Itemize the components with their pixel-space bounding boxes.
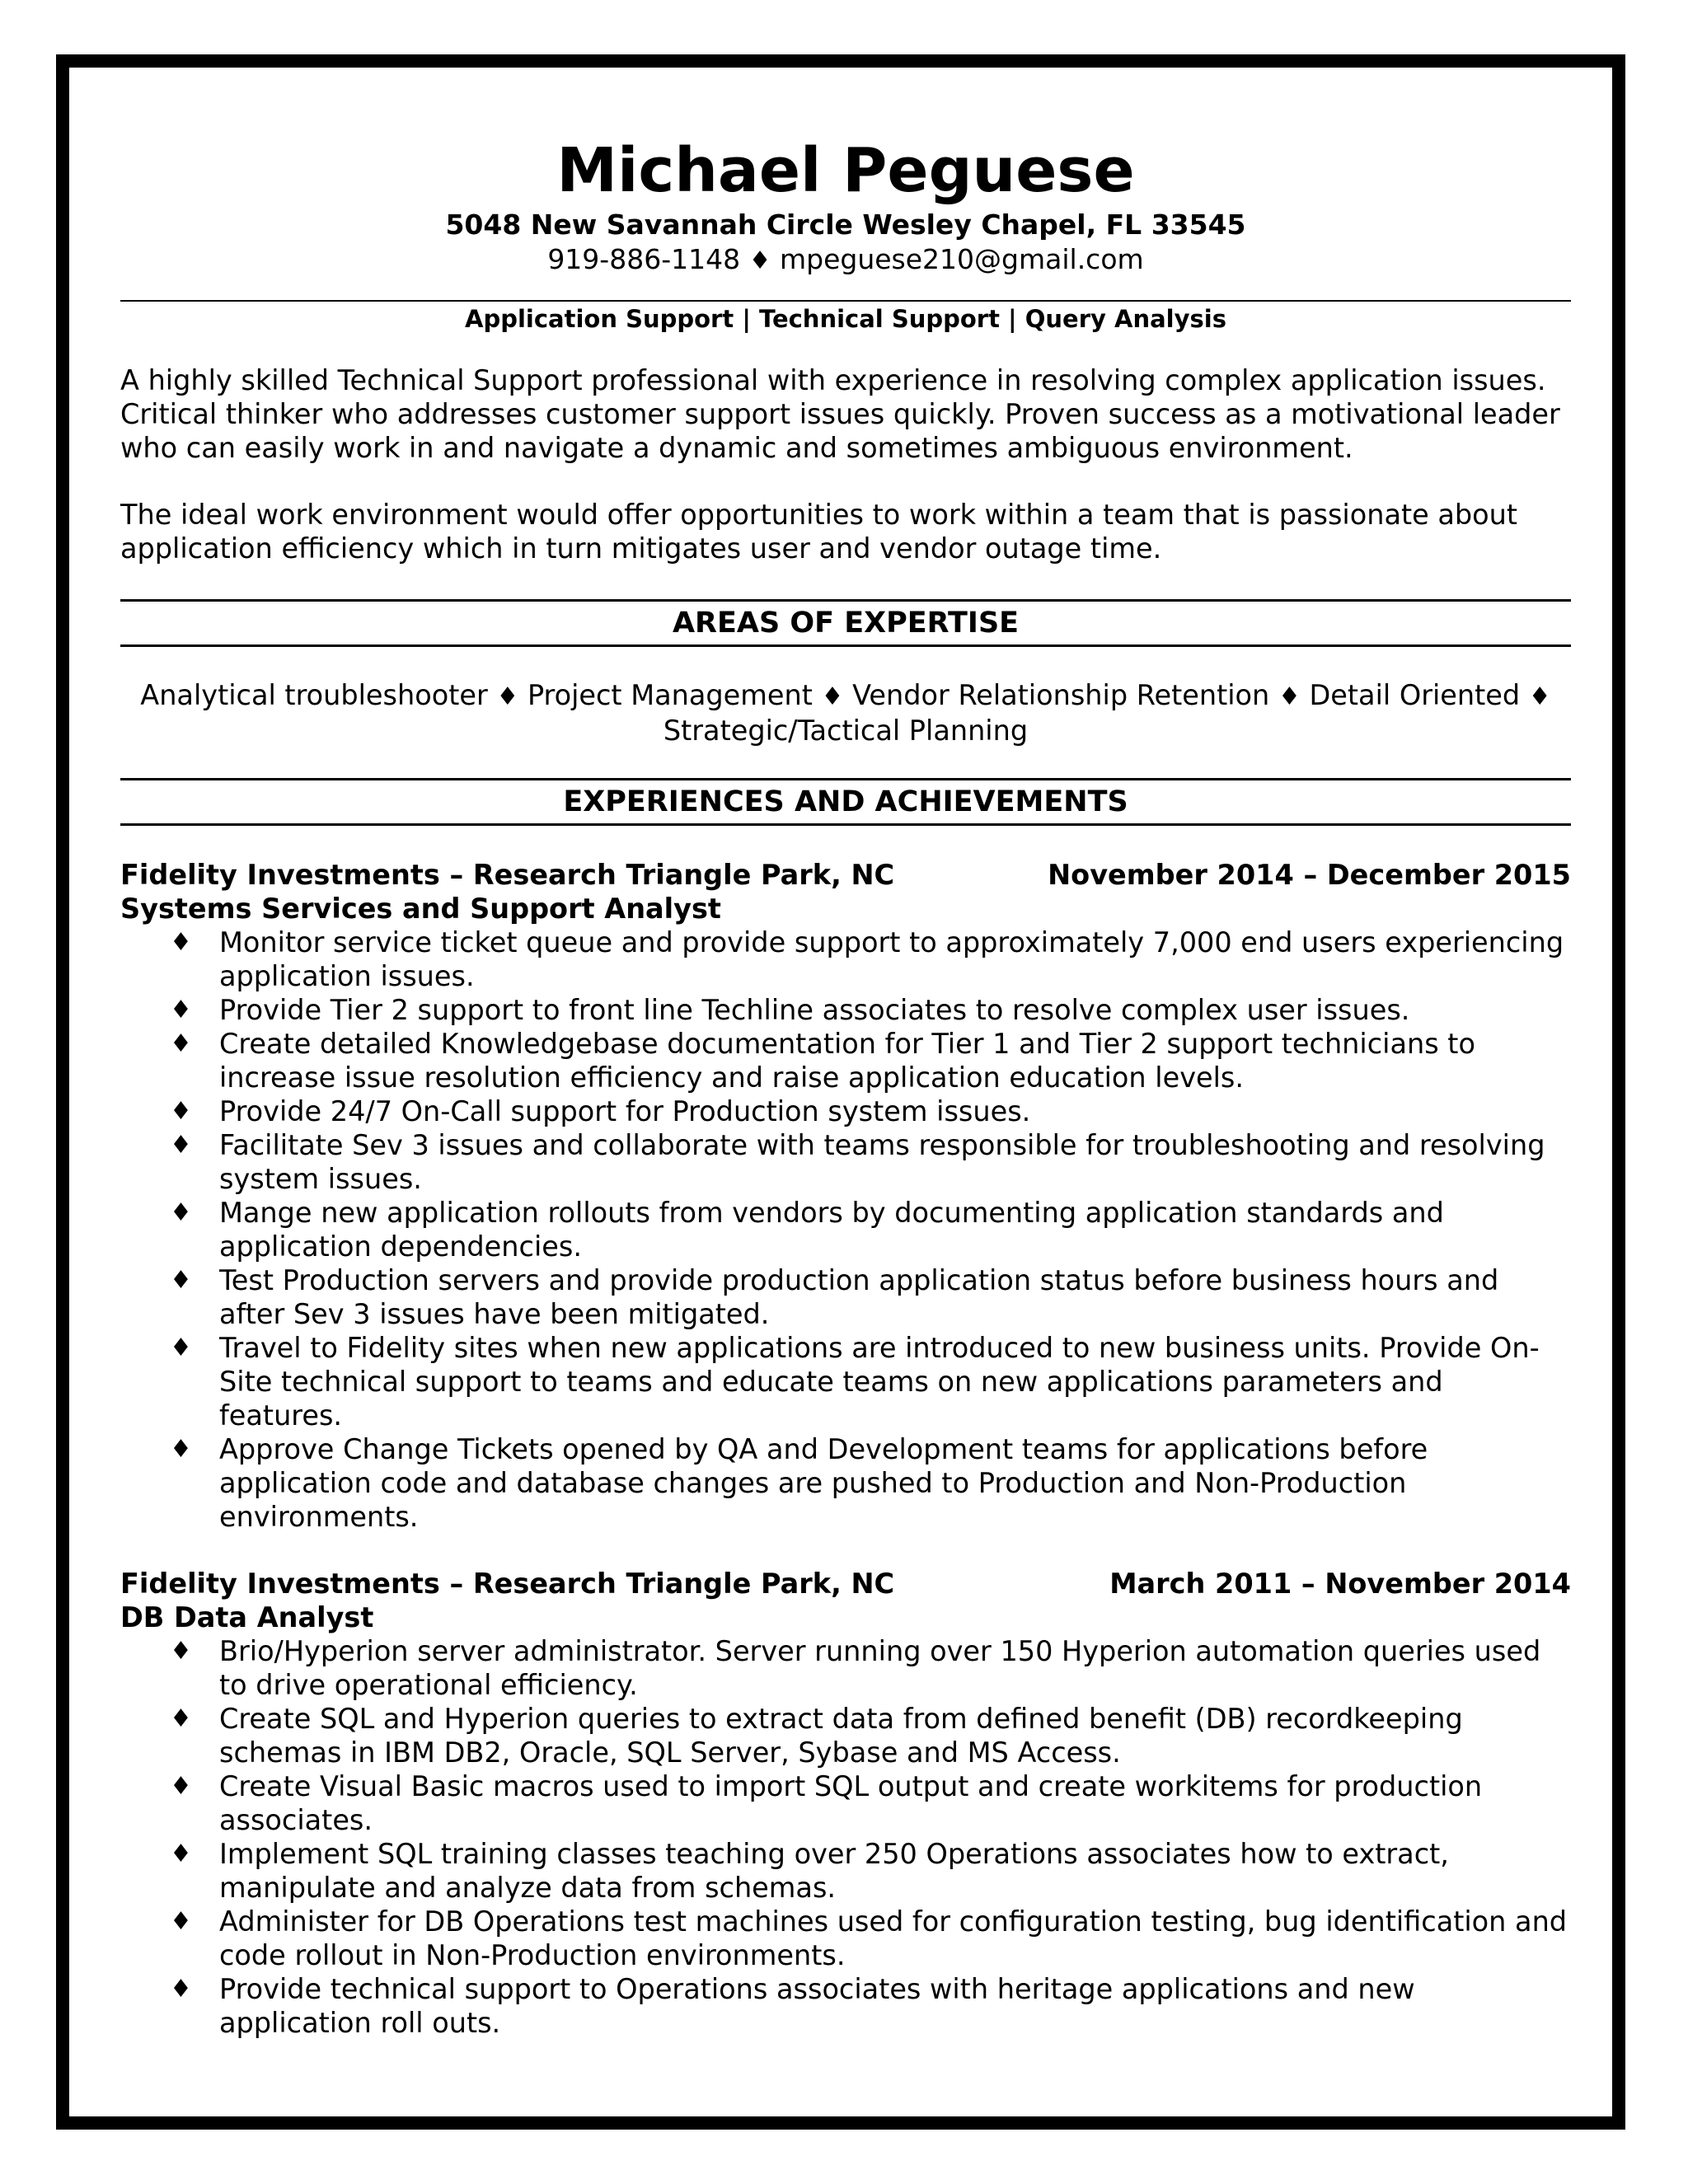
diamond-icon: ♦	[170, 996, 192, 1024]
list-item: ♦ Facilitate Sev 3 issues and collaborate with teams responsible for troubleshooting and resolving system issues.	[170, 1129, 1545, 1195]
list-item: ♦ Implement SQL training classes teaching over 250 Operations associates how to extract, manipulate and analyze data from schemas.	[170, 1838, 1449, 1904]
job-dates: March 2011 – November 2014	[1109, 1568, 1571, 1600]
diamond-icon: ♦	[170, 1333, 192, 1362]
diamond-icon: ♦	[170, 1840, 192, 1868]
expertise-item: Analytical troubleshooter	[140, 679, 488, 711]
list-item: ♦ Test Production servers and provide production application status before business hours and after Sev 3 issues have been mitigated.	[170, 1264, 1499, 1330]
list-item: ♦ Travel to Fidelity sites when new applications are introduced to new business units. Provide On-Site technical support to teams and educate teams on new applications parameters and features.	[170, 1332, 1540, 1432]
diamond-icon: ♦	[170, 1131, 192, 1160]
experience-heading: EXPERIENCES AND ACHIEVEMENTS	[563, 785, 1128, 818]
divider	[120, 300, 1571, 302]
diamond-icon: ♦	[170, 1975, 192, 2004]
divider	[120, 823, 1571, 826]
diamond-icon: ♦	[170, 1266, 192, 1295]
job-title: Systems Services and Support Analyst	[120, 893, 721, 925]
list-item: ♦ Create detailed Knowledgebase documentation for Tier 1 and Tier 2 support technicians to increase issue resolution efficiency and raise application education levels.	[170, 1028, 1475, 1094]
list-item: ♦ Administer for DB Operations test machines used for configuration testing, bug identification and code rollout in Non-Production environments.	[170, 1905, 1568, 1971]
job-company: Fidelity Investments – Research Triangle Park, NC	[120, 1568, 895, 1600]
job-dates: November 2014 – December 2015	[1048, 859, 1571, 891]
job-bullets	[120, 926, 1571, 1534]
diamond-icon: ♦	[170, 1097, 192, 1126]
email: mpeguese210@gmail.com	[780, 243, 1144, 275]
contact-line	[120, 242, 1571, 279]
diamond-icon: ♦	[170, 928, 192, 957]
phone: 919-886-1148	[547, 243, 741, 275]
divider	[120, 599, 1571, 602]
list-item: ♦ Monitor service ticket queue and provide support to approximately 7,000 end users experiencing application issues.	[170, 926, 1564, 992]
expertise-item: Project Management	[527, 679, 813, 711]
diamond-icon: ♦	[748, 246, 771, 275]
expertise-item: Detail Oriented	[1309, 679, 1521, 711]
diamond-icon: ♦	[821, 682, 844, 711]
address: 5048 New Savannah Circle Wesley Chapel, FL 33545	[445, 209, 1246, 241]
list-item: ♦ Create Visual Basic macros used to import SQL output and create workitems for production associates.	[170, 1770, 1483, 1836]
expertise-item: Vendor Relationship Retention	[852, 679, 1270, 711]
list-item: ♦ Create SQL and Hyperion queries to extract data from defined benefit (DB) recordkeeping schemas in IBM DB2, Oracle, SQL Server, Sybase and MS Access.	[170, 1703, 1463, 1769]
divider	[120, 778, 1571, 780]
diamond-icon: ♦	[170, 1029, 192, 1058]
expertise-heading: AREAS OF EXPERTISE	[672, 607, 1020, 640]
list-item: ♦ Brio/Hyperion server administrator. Server running over 150 Hyperion automation queries used to drive operational efficiency.	[170, 1635, 1541, 1701]
diamond-icon: ♦	[170, 1704, 192, 1733]
divider	[120, 644, 1571, 647]
list-item: ♦ Provide technical support to Operations associates with heritage applications and new application roll outs.	[170, 1973, 1415, 2039]
expertise-item: Strategic/Tactical Planning	[663, 715, 1029, 747]
diamond-icon: ♦	[1278, 682, 1301, 711]
job-bullets	[120, 1634, 1571, 2040]
expertise-list	[120, 678, 1571, 748]
diamond-icon: ♦	[170, 1907, 192, 1936]
summary-paragraph-2: The ideal work environment would offer opportunities to work within a team that is passionate about application efficiency which in turn mitigates user and vendor outage time.	[120, 499, 1518, 565]
diamond-icon: ♦	[170, 1435, 192, 1464]
list-item: ♦ Mange new application rollouts from vendors by documenting application standards and application dependencies.	[170, 1197, 1444, 1263]
diamond-icon: ♦	[170, 1198, 192, 1227]
job-company: Fidelity Investments – Research Triangle Park, NC	[120, 859, 895, 891]
diamond-icon: ♦	[1528, 682, 1551, 711]
candidate-name: Michael Peguese	[556, 135, 1135, 206]
diamond-icon: ♦	[170, 1637, 192, 1666]
diamond-icon: ♦	[496, 682, 519, 711]
list-item: ♦ Approve Change Tickets opened by QA and Development teams for applications before application code and database changes are pushed to Production and Non-Production environments.	[170, 1433, 1428, 1533]
diamond-icon: ♦	[170, 1772, 192, 1801]
tagline: Application Support | Technical Support | Query Analysis	[465, 305, 1226, 333]
list-item: ♦ Provide 24/7 On-Call support for Production system issues.	[170, 1095, 1031, 1127]
summary-paragraph-1: A highly skilled Technical Support professional with experience in resolving complex application issues. Critical thinker who addresses customer support issues quickly. Proven success as a motivational leader who can easily work in and navigate a dynamic and sometimes ambiguous environment.	[120, 364, 1560, 464]
list-item: ♦ Provide Tier 2 support to front line Techline associates to resolve complex user issues.	[170, 994, 1410, 1026]
job-title: DB Data Analyst	[120, 1601, 374, 1633]
